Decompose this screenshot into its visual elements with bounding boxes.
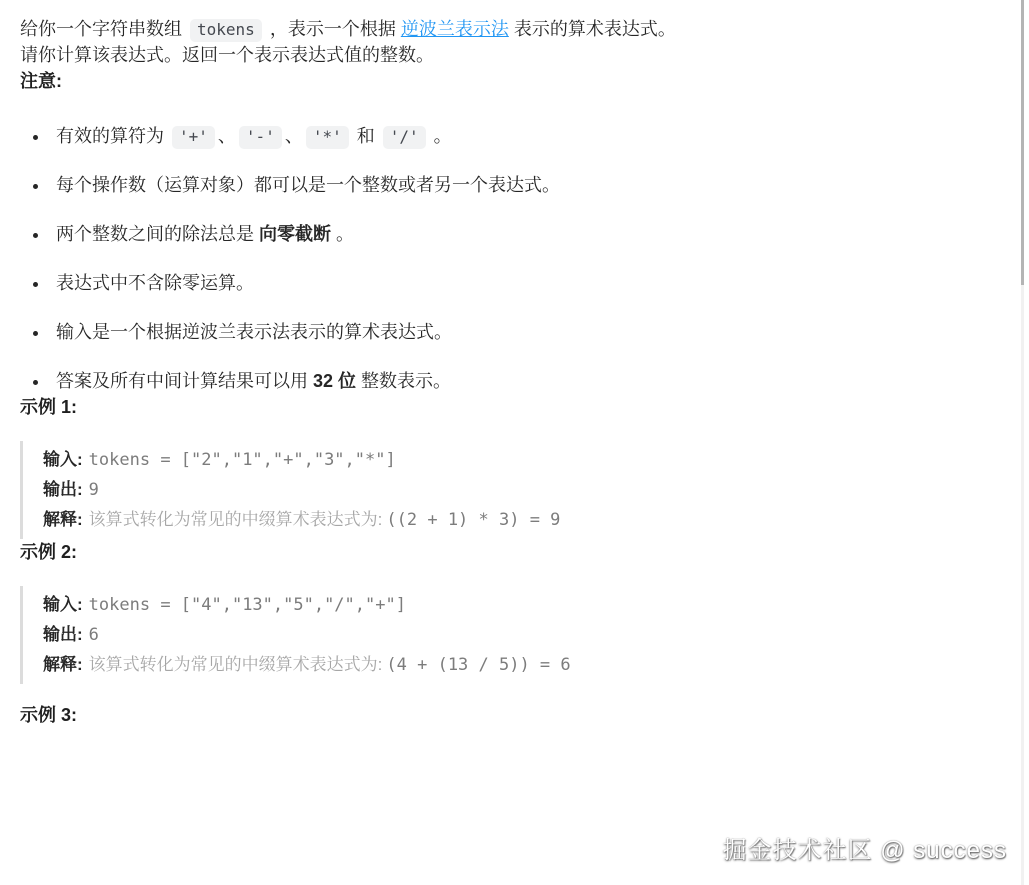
note-item-text: 有效的算符为 — [56, 126, 170, 146]
note-item-text: 。 — [428, 126, 452, 146]
example-1-explain-line — [43, 505, 969, 535]
example-1-input-line — [43, 445, 969, 475]
note-item-text: 。 — [331, 224, 355, 244]
input-value: tokens = ["2","1","+","3","*"] — [88, 450, 396, 470]
example-3-heading-clipped — [20, 702, 969, 725]
intro-text-2: ，表示一个根据 — [264, 19, 401, 39]
note-item-text: 整数表示。 — [356, 371, 452, 391]
example-2-block — [20, 586, 969, 684]
compute-paragraph: 请你计算该表达式。返回一个表示表达式值的整数。 — [20, 45, 434, 65]
example-2-explain-line — [43, 650, 969, 680]
note-heading: 注意: — [20, 71, 62, 91]
truncate-toward-zero-bold: 向零截断 — [259, 224, 331, 244]
note-item-operators — [50, 123, 969, 149]
scrollbar[interactable] — [1021, 0, 1024, 885]
note-item-no-div-zero: • 表达式中不含除零运算。 — [50, 270, 969, 296]
note-item-operands: • 每个操作数（运算对象）都可以是一个整数或者另一个表达式。 — [50, 172, 969, 198]
output-value: 6 — [88, 625, 99, 645]
note-item-text: 两个整数之间的除法总是 — [56, 224, 259, 244]
input-value: tokens = ["4","13","5","/","+"] — [88, 595, 406, 615]
example-1-heading: 示例 1: — [20, 397, 78, 417]
inline-code-slash: '/' — [383, 126, 426, 149]
inline-code-plus: '+' — [172, 126, 215, 149]
note-item-32bit — [50, 368, 969, 394]
note-item-input-rpn: • 输入是一个根据逆波兰表示法表示的算术表达式。 — [50, 319, 969, 345]
note-item-text: 答案及所有中间计算结果可以用 — [56, 371, 313, 391]
bit32-bold: 32 位 — [313, 371, 357, 391]
rpn-wiki-link[interactable]: 逆波兰表示法 — [400, 19, 509, 39]
explain-expression: ((2 + 1) * 3) = 9 — [386, 510, 561, 530]
example-1-output-line — [43, 475, 969, 505]
input-label: 输入: — [43, 450, 83, 469]
inline-code-minus: '-' — [239, 126, 282, 149]
explain-text: 该算式转化为常见的中缀算术表达式为: — [88, 510, 383, 529]
example-2-output-line — [43, 620, 969, 650]
example-2-input-line — [43, 590, 969, 620]
note-item-text: 、 — [217, 126, 236, 146]
output-label: 输出: — [43, 480, 83, 499]
note-item-text: 和 — [351, 126, 380, 146]
example-3-heading: 示例 3: — [20, 705, 78, 725]
output-label: 输出: — [43, 625, 83, 644]
inline-code-star: '*' — [306, 126, 349, 149]
watermark-text: 掘金技术社区 @ success — [722, 837, 1007, 864]
scrollbar-thumb[interactable] — [1021, 0, 1024, 285]
explain-label: 解释: — [43, 510, 83, 529]
intro-text-3: 表示的算术表达式。 — [508, 19, 676, 39]
note-item-text: 、 — [284, 126, 303, 146]
explain-label: 解释: — [43, 655, 83, 674]
note-item-division — [50, 221, 969, 247]
output-value: 9 — [88, 480, 99, 500]
explain-text: 该算式转化为常见的中缀算术表达式为: — [88, 655, 383, 674]
inline-code-tokens: tokens — [190, 19, 262, 42]
intro-text-1: 给你一个字符串数组 — [20, 19, 188, 39]
example-2-heading: 示例 2: — [20, 542, 78, 562]
note-list — [20, 123, 969, 394]
explain-expression: (4 + (13 / 5)) = 6 — [386, 655, 571, 675]
intro-paragraph — [20, 16, 969, 42]
input-label: 输入: — [43, 595, 83, 614]
example-1-block — [20, 441, 969, 539]
